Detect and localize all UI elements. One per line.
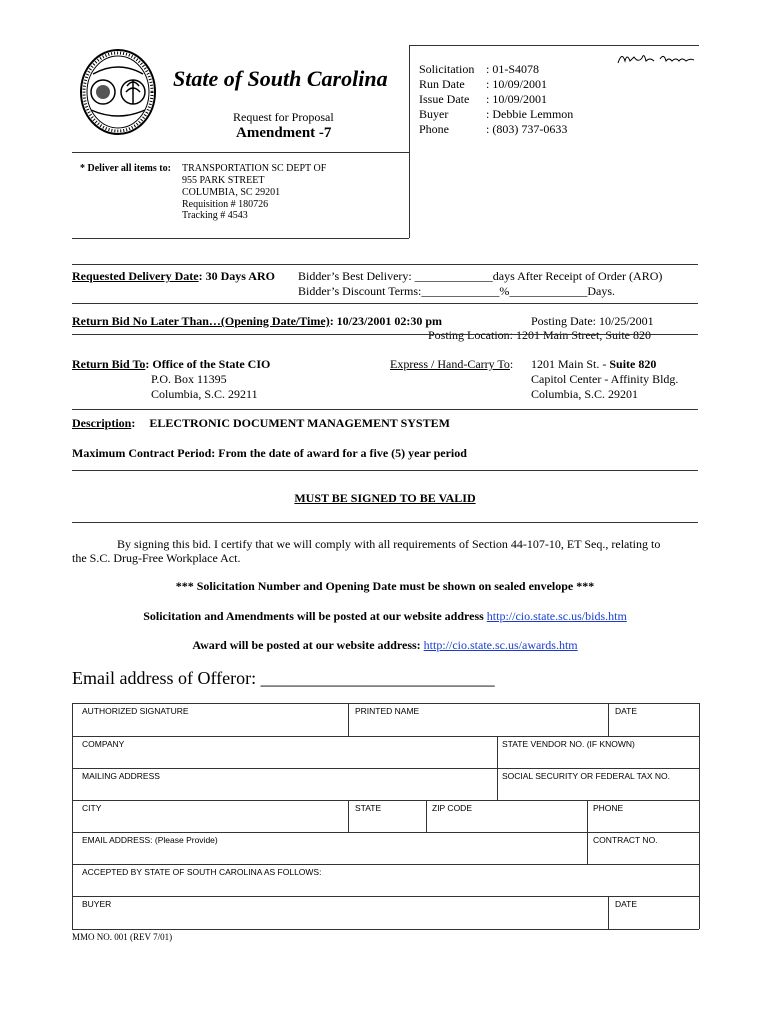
express-address-line: Capitol Center - Affinity Bldg.	[531, 372, 679, 386]
deliver-line: Requisition # 180726	[182, 199, 269, 210]
form-rule	[608, 703, 609, 736]
buyer-signature	[616, 49, 696, 67]
form-rule	[72, 864, 699, 865]
requested-delivery-label: Requested Delivery Date	[72, 269, 199, 283]
accepted-by-state-label: ACCEPTED BY STATE OF SOUTH CAROLINA AS FOLLOWS:	[82, 867, 322, 877]
form-rule	[72, 768, 699, 769]
form-rule	[72, 929, 699, 930]
express-address-line	[531, 357, 656, 372]
certification-text: the S.C. Drug-Free Workplace Act.	[72, 551, 241, 565]
deliver-line: COLUMBIA, SC 29201	[182, 187, 281, 198]
amendments-website	[72, 609, 698, 624]
mailing-address-field[interactable]: MAILING ADDRESS	[82, 771, 160, 781]
header-divider	[409, 45, 410, 238]
requested-delivery	[72, 269, 275, 284]
header-bottom-rule	[72, 238, 409, 239]
form-rule	[72, 800, 699, 801]
form-rule	[72, 703, 73, 929]
bids-link[interactable]: http://cio.state.sc.us/bids.htm	[486, 609, 627, 623]
section-rule	[72, 470, 698, 471]
email-address-field[interactable]: EMAIL ADDRESS: (Please Provide)	[82, 835, 218, 845]
certification-text: By signing this bid. I certify that we will comply with all requirements of Section 44-107-10, ET Seq., relating to	[117, 537, 661, 551]
must-be-signed-notice: MUST BE SIGNED TO BE VALID	[294, 491, 476, 505]
section-rule	[72, 522, 698, 523]
phone-label: Phone	[419, 122, 449, 136]
section-rule	[72, 264, 698, 265]
request-for-proposal-label: Request for Proposal	[233, 110, 334, 124]
return-bid-to	[72, 357, 270, 372]
deliver-label: * Deliver all items to:	[80, 163, 171, 174]
form-rule	[72, 703, 699, 704]
tax-no-field[interactable]: SOCIAL SECURITY OR FEDERAL TAX NO.	[502, 771, 670, 781]
company-field[interactable]: COMPANY	[82, 739, 125, 749]
zip-code-field[interactable]: ZIP CODE	[432, 803, 472, 813]
description	[72, 416, 450, 431]
contract-period: Maximum Contract Period: From the date of award for a five (5) year period	[72, 446, 467, 460]
authorized-signature-field[interactable]: AUTHORIZED SIGNATURE	[82, 706, 189, 716]
section-rule	[72, 409, 698, 410]
page-title: State of South Carolina	[173, 66, 388, 91]
deliver-line: Tracking # 4543	[182, 210, 248, 221]
amendments-website-text: Solicitation and Amendments will be posted at our website address	[143, 609, 487, 623]
form-rule	[348, 703, 349, 736]
contract-no-field[interactable]: CONTRACT NO.	[593, 835, 658, 845]
solicitation-label: Solicitation	[419, 62, 475, 76]
express-street: 1201 Main St. -	[531, 357, 610, 371]
award-website-text: Award will be posted at our website address:	[192, 638, 424, 652]
express-delivery	[390, 357, 513, 372]
phone-value: : (803) 737-0633	[486, 122, 568, 136]
return-bid-deadline-value: : 10/23/2001 02:30 pm	[329, 314, 443, 328]
return-bid-deadline	[72, 314, 442, 329]
return-bid-to-value: : Office of the State CIO	[145, 357, 271, 371]
express-suite: Suite 820	[609, 357, 657, 371]
vendor-no-field[interactable]: STATE VENDOR NO. (IF KNOWN)	[502, 739, 635, 749]
phone-field[interactable]: PHONE	[593, 803, 624, 813]
return-bid-deadline-label: Return Bid No Later Than…(Opening Date/Time)	[72, 314, 330, 328]
form-number: MMO NO. 001 (REV 7/01)	[72, 932, 173, 942]
posting-date: Posting Date: 10/25/2001	[531, 314, 654, 328]
state-field[interactable]: STATE	[355, 803, 382, 813]
best-delivery: Bidder’s Best Delivery: _____________days After Receipt of Order (ARO)	[298, 269, 663, 283]
express-address-line: Columbia, S.C. 29201	[531, 387, 639, 401]
return-address-line: Columbia, S.C. 29211	[151, 387, 258, 401]
form-rule	[348, 800, 349, 832]
form-rule	[587, 800, 588, 864]
section-rule	[72, 303, 698, 304]
awards-link[interactable]: http://cio.state.sc.us/awards.htm	[423, 638, 578, 652]
form-rule	[699, 703, 700, 929]
award-website	[72, 638, 698, 653]
return-bid-to-label: Return Bid To	[72, 357, 146, 371]
email-offeror-field[interactable]: Email address of Offeror: __________________________	[72, 668, 495, 688]
express-colon: :	[509, 357, 514, 371]
deliver-line: TRANSPORTATION SC DEPT OF	[182, 163, 327, 174]
strike-rule	[72, 334, 698, 335]
city-field[interactable]: CITY	[82, 803, 102, 813]
description-value: ELECTRONIC DOCUMENT MANAGEMENT SYSTEM	[149, 416, 450, 430]
description-colon: :	[131, 416, 136, 430]
form-rule	[608, 896, 609, 929]
form-rule	[72, 896, 699, 897]
date-field[interactable]: DATE	[615, 706, 638, 716]
run-date-label: Run Date	[419, 77, 465, 91]
state-seal-logo	[79, 48, 157, 136]
printed-name-field[interactable]: PRINTED NAME	[355, 706, 420, 716]
header-middle-rule	[72, 152, 409, 153]
form-rule	[426, 800, 427, 832]
solicitation-value: : 01-S4078	[486, 62, 540, 76]
form-rule	[72, 832, 699, 833]
issue-date-label: Issue Date	[419, 92, 470, 106]
deliver-line: 955 PARK STREET	[182, 175, 265, 186]
buyer-date-field[interactable]: DATE	[615, 899, 638, 909]
description-label: Description	[72, 416, 132, 430]
form-rule	[497, 736, 498, 800]
header-top-rule	[409, 45, 699, 46]
return-address-line: P.O. Box 11395	[151, 372, 227, 386]
express-label: Express / Hand-Carry To	[390, 357, 510, 371]
run-date-value: : 10/09/2001	[486, 77, 548, 91]
form-rule	[72, 736, 699, 737]
buyer-signature-field[interactable]: BUYER	[82, 899, 112, 909]
amendment-label: Amendment -7	[236, 125, 332, 141]
discount-terms: Bidder’s Discount Terms:_____________%_____________Days.	[298, 284, 616, 298]
issue-date-value: : 10/09/2001	[486, 92, 548, 106]
buyer-value: : Debbie Lemmon	[486, 107, 574, 121]
solicitation-notice: *** Solicitation Number and Opening Date must be shown on sealed envelope ***	[175, 579, 595, 593]
requested-delivery-value: : 30 Days ARO	[198, 269, 275, 283]
buyer-label: Buyer	[419, 107, 449, 121]
posting-location: Posting Location: 1201 Main Street, Suite 820	[428, 328, 651, 342]
